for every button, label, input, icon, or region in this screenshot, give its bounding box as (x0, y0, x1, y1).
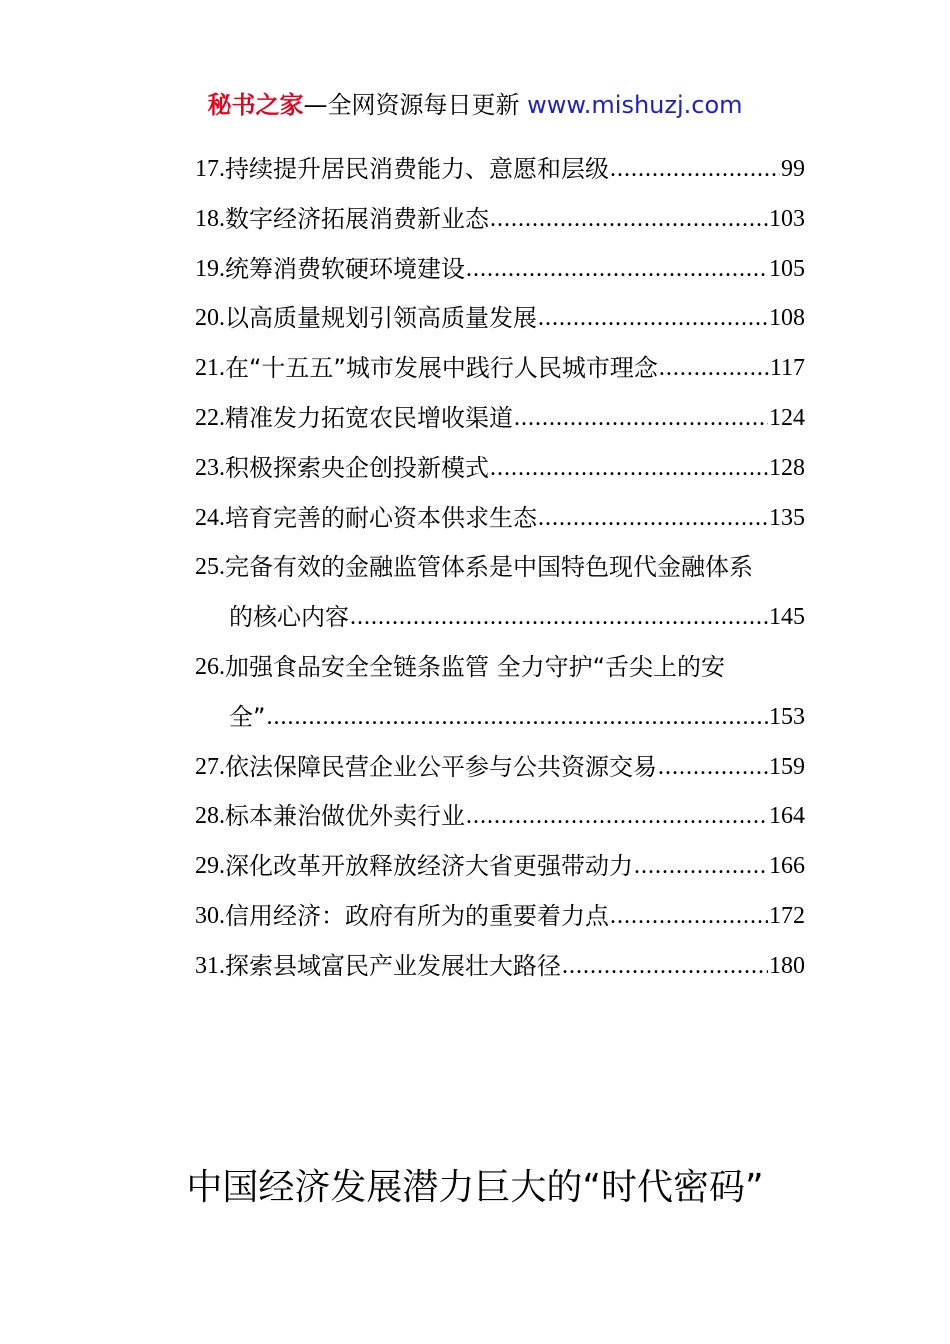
header-tagline: 全网资源每日更新 (327, 91, 528, 119)
toc-entry-18[interactable] (195, 195, 805, 245)
toc-entry-22[interactable] (195, 394, 805, 444)
toc-leader-dots (490, 195, 768, 245)
toc-page-number: 145 (769, 604, 805, 631)
toc-title: 依法保障民营企业公平参与公共资源交易 (225, 752, 657, 781)
header-dash: — (303, 91, 328, 119)
toc-entry-30[interactable] (195, 892, 805, 942)
article-title: 中国经济发展潜力巨大的“时代密码” (186, 1167, 764, 1208)
toc-page-number: 172 (769, 902, 805, 929)
toc-leader-dots (538, 494, 768, 544)
toc-page-number: 103 (769, 205, 805, 232)
toc-leader-dots (610, 145, 780, 195)
toc-leader-dots (658, 743, 768, 793)
toc-leader-dots (610, 892, 768, 942)
toc-entry-28[interactable] (195, 792, 805, 842)
toc-entry-24[interactable] (195, 494, 805, 544)
toc-number: 26. (195, 653, 225, 680)
toc-leader-dots (466, 245, 768, 295)
toc-title: 深化改革开放释放经济大省更强带动力 (225, 852, 633, 881)
toc-number: 31. (195, 952, 225, 979)
toc-entry-21[interactable] (195, 344, 805, 394)
toc-leader-dots (490, 444, 768, 494)
toc-number: 22. (195, 404, 225, 431)
toc-entry-25[interactable] (195, 543, 805, 593)
toc-number: 19. (195, 255, 225, 282)
toc-leader-dots (562, 942, 768, 992)
toc-number: 20. (195, 305, 225, 332)
toc-title: 在“十五五”城市发展中践行人民城市理念 (225, 354, 658, 383)
toc-title: 以高质量规划引领高质量发展 (225, 304, 537, 333)
toc-title: 完备有效的金融监管体系是中国特色现代金融体系 (225, 553, 753, 582)
toc-page-number: 117 (769, 355, 805, 382)
toc-number: 18. (195, 205, 225, 232)
toc-page-number: 108 (769, 305, 805, 332)
toc-leader-dots (466, 792, 768, 842)
toc-title: 数字经济拓展消费新业态 (225, 204, 489, 233)
toc-page-number: 180 (769, 952, 805, 979)
page-header (0, 88, 950, 122)
toc-leader-dots (538, 294, 768, 344)
toc-page-number: 99 (781, 156, 805, 182)
toc-number: 17. (195, 156, 225, 182)
toc-page-number: 105 (769, 255, 805, 282)
toc-entry-19[interactable] (195, 245, 805, 295)
toc-page-number: 124 (769, 404, 805, 431)
toc-title: 持续提升居民消费能力、意愿和层级 (225, 155, 609, 183)
toc-entry-26-continued[interactable] (195, 693, 805, 743)
toc-page-number: 153 (769, 703, 805, 730)
toc-title: 标本兼治做优外卖行业 (225, 802, 465, 831)
toc-leader-dots (266, 693, 768, 743)
toc-number: 28. (195, 803, 225, 830)
toc-entry-27[interactable] (195, 743, 805, 793)
toc-title: 探索县域富民产业发展壮大路径 (225, 951, 561, 980)
toc-page-number: 166 (769, 853, 805, 880)
toc-leader-dots (350, 593, 768, 643)
toc-page-number: 135 (769, 504, 805, 531)
toc-title: 加强食品安全全链条监管 全力守护“舌尖上的安 (225, 652, 726, 681)
toc-title-continued: 的核心内容 (229, 603, 349, 632)
toc-leader-dots (514, 394, 768, 444)
toc-number: 25. (195, 554, 225, 581)
brand-name: 秘书之家 (207, 91, 304, 119)
toc-title: 精准发力拓宽农民增收渠道 (225, 403, 513, 432)
toc-entry-31[interactable] (195, 942, 805, 992)
toc-number: 21. (195, 355, 225, 382)
toc-number: 24. (195, 504, 225, 531)
toc-page-number: 159 (769, 753, 805, 780)
toc-number: 30. (195, 902, 225, 929)
table-of-contents (195, 145, 805, 992)
toc-entry-25-continued[interactable] (195, 593, 805, 643)
toc-entry-23[interactable] (195, 444, 805, 494)
toc-number: 27. (195, 753, 225, 780)
toc-leader-dots (634, 842, 768, 892)
toc-page-number: 128 (769, 454, 805, 481)
toc-entry-26[interactable] (195, 643, 805, 693)
toc-title: 信用经济：政府有所为的重要着力点 (225, 901, 609, 930)
toc-title-continued: 全” (229, 702, 266, 731)
toc-leader-dots (659, 344, 769, 394)
toc-entry-17[interactable] (195, 145, 805, 195)
header-url-link[interactable]: www.mishuzj.com (527, 91, 743, 119)
toc-title: 培育完善的耐心资本供求生态 (225, 503, 537, 532)
toc-number: 29. (195, 853, 225, 880)
toc-page-number: 164 (769, 803, 805, 830)
toc-entry-20[interactable] (195, 294, 805, 344)
toc-entry-29[interactable] (195, 842, 805, 892)
toc-title: 统筹消费软硬环境建设 (225, 254, 465, 283)
toc-title: 积极探索央企创投新模式 (225, 453, 489, 482)
toc-number: 23. (195, 454, 225, 481)
